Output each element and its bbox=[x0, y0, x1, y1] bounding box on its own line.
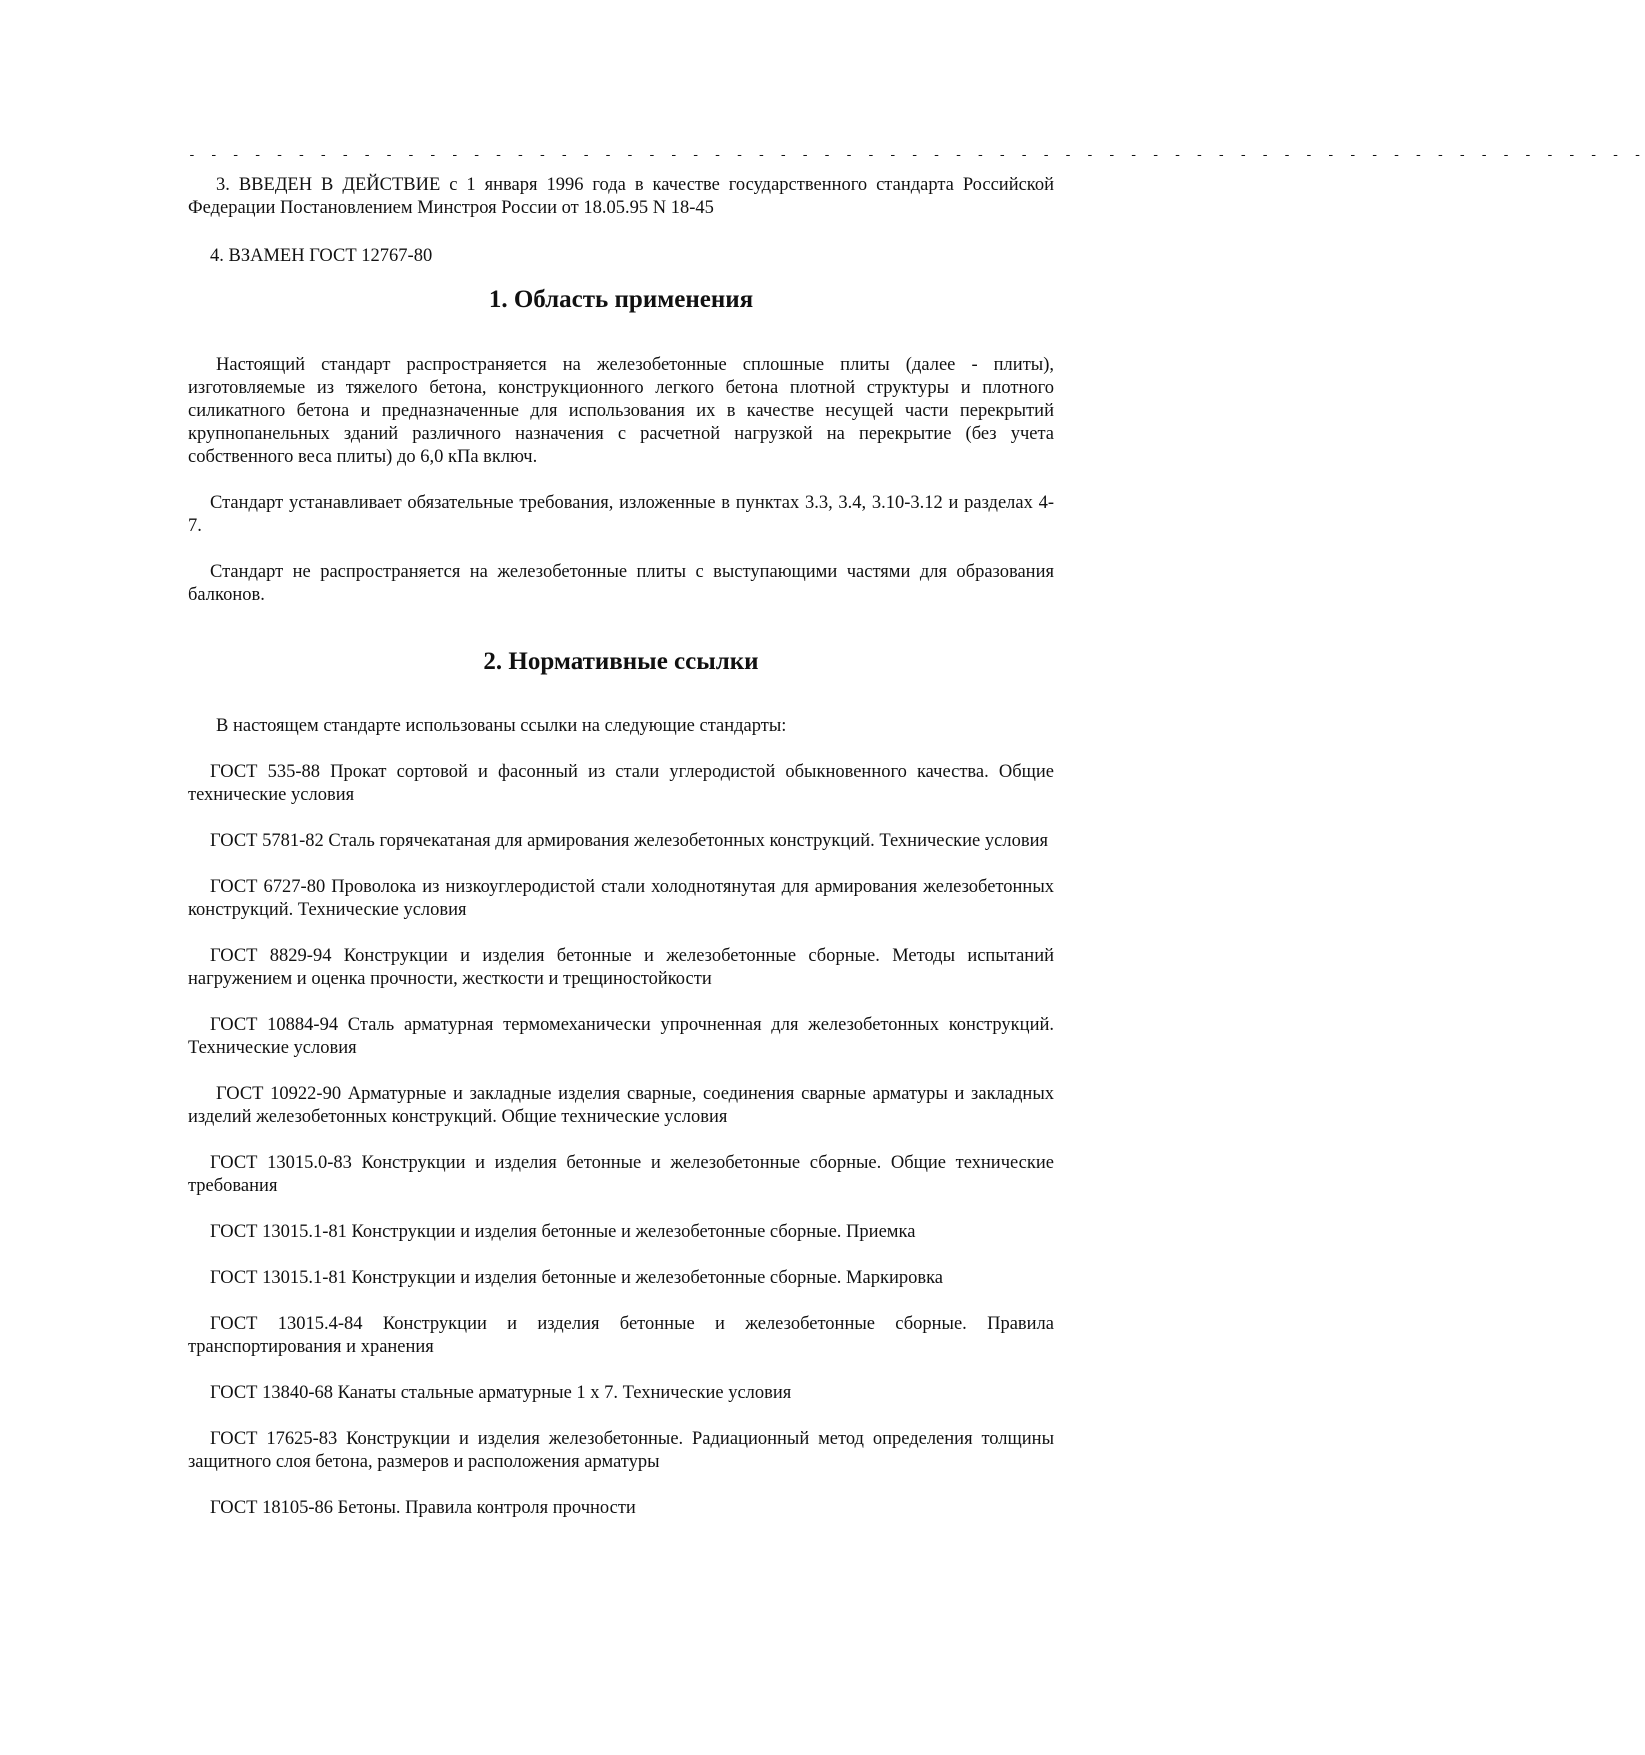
reference-item: ГОСТ 13015.1-81 Конструкции и изделия бетонные и железобетонные сборные. Приемка bbox=[210, 1222, 916, 1242]
reference-item: ГОСТ 13015.4-84 Конструкции и изделия бетонные и железобетонные сборные. Правила транспортирования и хранения bbox=[188, 1314, 1054, 1357]
reference-item: ГОСТ 13015.1-81 Конструкции и изделия бетонные и железобетонные сборные. Маркировка bbox=[210, 1268, 944, 1288]
reference-item: ГОСТ 13015.0-83 Конструкции и изделия бетонные и железобетонные сборные. Общие технические требования bbox=[188, 1153, 1054, 1196]
reference-item: ГОСТ 10884-94 Сталь арматурная термомеханически упрочненная для железобетонных конструкций. Технические условия bbox=[188, 1015, 1054, 1058]
section-1-paragraph: Стандарт устанавливает обязательные требования, изложенные в пунктах 3.3, 3.4, 3.10-3.12 и разделах 4-7. bbox=[188, 493, 1054, 536]
reference-item: ГОСТ 18105-86 Бетоны. Правила контроля прочности bbox=[210, 1498, 636, 1518]
intro-item-3: 3. ВВЕДЕН В ДЕЙСТВИЕ с 1 января 1996 года в качестве государственного стандарта Российской Федерации Постановлением Минстроя России от 18.05.95 N 18-45 bbox=[188, 175, 1054, 218]
reference-item: ГОСТ 13840-68 Канаты стальные арматурные 1 х 7. Технические условия bbox=[210, 1383, 792, 1403]
reference-item: ГОСТ 535-88 Прокат сортовой и фасонный из стали углеродистой обыкновенного качества. Общие технические условия bbox=[188, 762, 1054, 805]
reference-item: ГОСТ 5781-82 Сталь горячекатаная для армирования железобетонных конструкций. Технические условия bbox=[210, 831, 1048, 851]
reference-item: ГОСТ 10922-90 Арматурные и закладные изделия сварные, соединения сварные арматуры и закладных изделий железобетонных конструкций. Общие технические условия bbox=[188, 1084, 1054, 1127]
section-1-paragraph: Стандарт не распространяется на железобетонные плиты с выступающими частями для образования балконов. bbox=[188, 562, 1054, 605]
reference-item: ГОСТ 6727-80 Проволока из низкоуглеродистой стали холоднотянутая для армирования железобетонных конструкций. Технические условия bbox=[188, 877, 1054, 920]
reference-item: ГОСТ 17625-83 Конструкции и изделия железобетонные. Радиационный метод определения толщины защитного слоя бетона, размеров и расположения арматуры bbox=[188, 1429, 1054, 1472]
intro-item-4: 4. ВЗАМЕН ГОСТ 12767-80 bbox=[210, 246, 433, 266]
section-2-intro: В настоящем стандарте использованы ссылки на следующие стандарты: bbox=[216, 716, 787, 736]
section-2-title: 2. Нормативные ссылки bbox=[483, 648, 759, 675]
section-1-title: 1. Область применения bbox=[488, 286, 754, 313]
separator-line: - - - - - - - - - - - - - - - - - - - - - - - - - - - - - - - - - - - - - - - - - - - - - - - - - - - - - - - - - - - - - - - - - - - bbox=[188, 148, 1645, 163]
section-1-paragraph: Настоящий стандарт распространяется на железобетонные сплошные плиты (далее - плиты), изготовляемые из тяжелого бетона, конструкционного легкого бетона плотной структуры и плотного силикатного бетона и предназначенные для использования их в качестве несущей части перекрытий крупнопанельных зданий различного назначения с расчетной нагрузкой на перекрытие (без учета собственного веса плиты) до 6,0 кПа включ. bbox=[188, 355, 1054, 467]
document-page bbox=[188, 146, 1645, 1520]
reference-item: ГОСТ 8829-94 Конструкции и изделия бетонные и железобетонные сборные. Методы испытаний нагружением и оценка прочности, жесткости и трещиностойкости bbox=[188, 946, 1054, 989]
